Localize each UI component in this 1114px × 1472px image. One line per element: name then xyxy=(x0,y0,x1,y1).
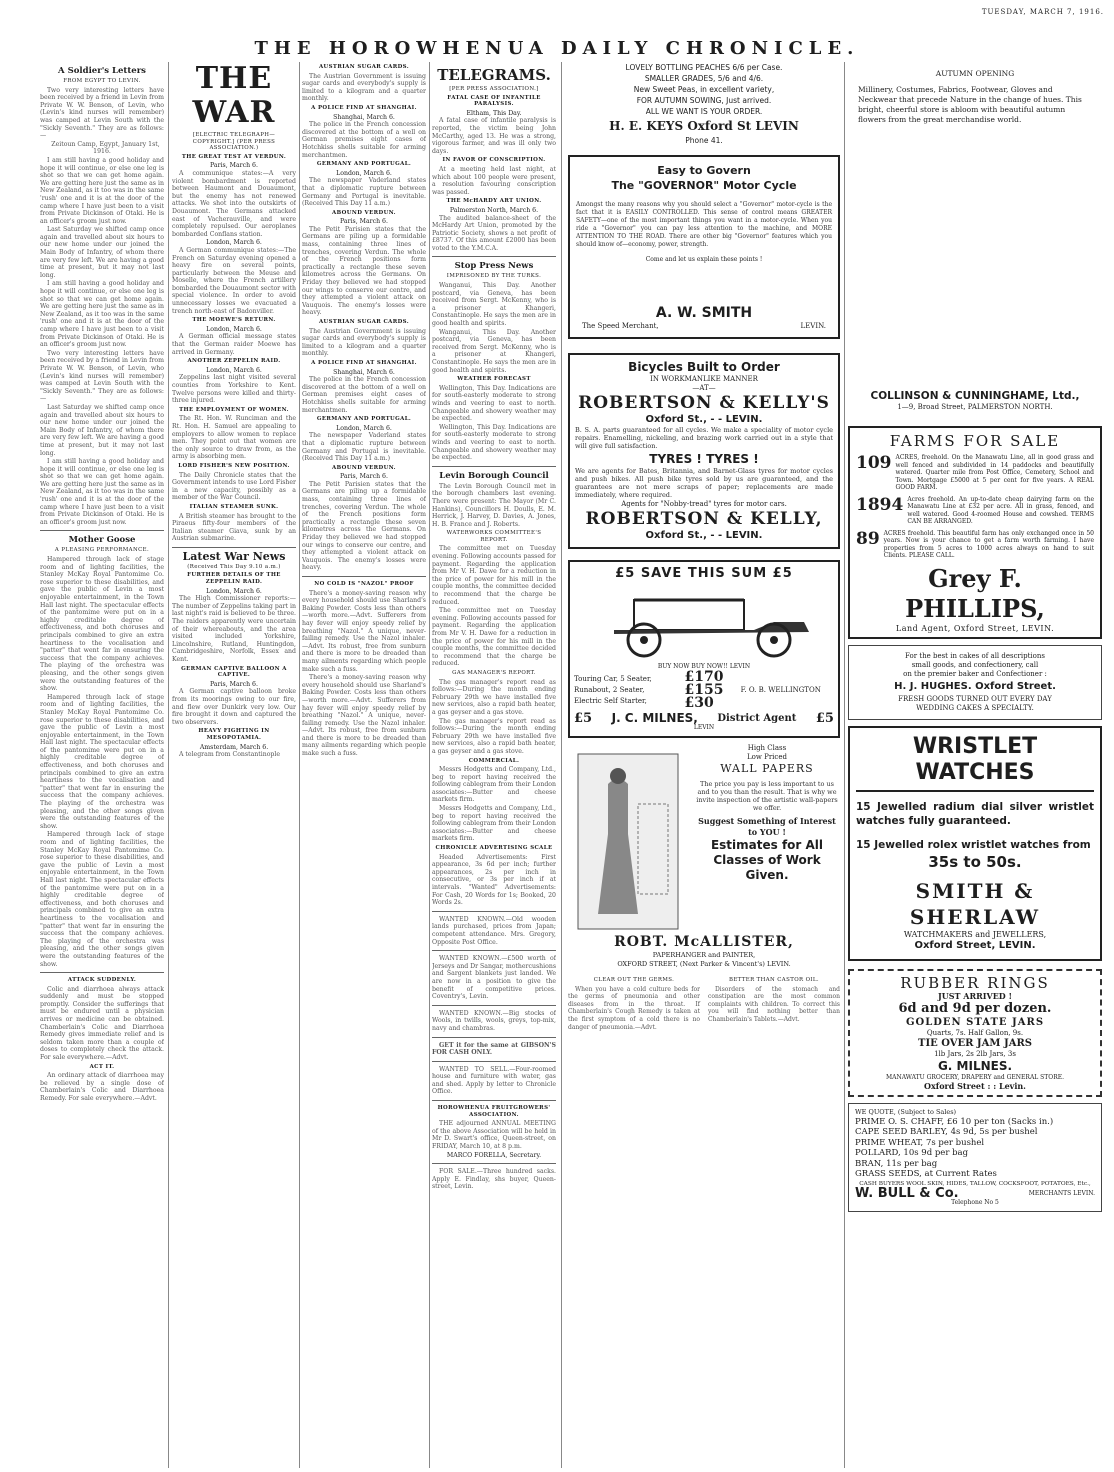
ad-line: SMALLER GRADES, 5/6 and 4/6. xyxy=(644,74,764,83)
article-subhead: GAS MANAGER'S REPORT. xyxy=(452,669,536,676)
phillips-name: Grey F. PHILLIPS, xyxy=(905,563,1045,623)
article-paragraph: Wanganui, This Day. Another postcard, via Geneva, has been received from Sergt. McKenny, who is a prisoner at Khangeri, Constantinople. He says the men are in good health and spirits. xyxy=(432,328,556,374)
acreage: 1894 xyxy=(856,494,904,515)
article-paragraph: The police in the French concession discovered at the bottom of a well on German premises eight cases of Hotchkiss shells suitable for arming merchantmen. xyxy=(302,121,426,159)
ad-line: GOLDEN STATE JARS xyxy=(905,1016,1045,1028)
article-subhead: FROM EGYPT TO LEVIN. xyxy=(63,78,141,84)
article-paragraph: The newspaper Vaderland states that a diplomatic rupture between Germany and Portugal is inevitable. (Received This Day 11 a.m.) xyxy=(302,177,426,208)
stop-press-heading: Stop Press News xyxy=(454,261,534,272)
dateline: Palmerston North, March 6. xyxy=(449,206,539,214)
column-1 xyxy=(40,62,164,1468)
ad-line: Agents for "Nobby-tread" tyres for motor cars. xyxy=(621,500,787,508)
dateline: London, March 6. xyxy=(206,366,262,374)
classified: GET it for the same at GIBSON'S FOR CASH ONLY. xyxy=(432,1041,556,1057)
motor-car-illustration xyxy=(574,582,834,662)
ad-line: District Agent xyxy=(717,713,797,724)
ad-line: TIE OVER JAM JARS xyxy=(918,1037,1032,1049)
ad-headline: RUBBER RINGS xyxy=(900,973,1050,992)
article-paragraph: Messrs Hodgetts and Company, Ltd., beg to report having received the following cablegram from their London associates:—Butter and cheese markets firm. xyxy=(432,766,556,804)
car-model: Runabout, 2 Seater, xyxy=(574,686,645,694)
article-paragraph: The newspaper Vaderland states that a diplomatic rupture between Germany and Portugal is inevitable. (Received This Day 11 a.m.) xyxy=(302,432,426,463)
ad-line: CASH BUYERS WOOL SKIN, HIDES, TALLOW, COCKSFOOT, POTATOES, Etc., xyxy=(859,1180,1091,1187)
dateline: London, March 6. xyxy=(336,169,392,177)
section-headline: ANOTHER ZEPPELIN RAID. xyxy=(187,358,281,365)
ad-headline: Estimates for All Classes of Work Given. xyxy=(710,838,824,882)
farms-heading: FARMS FOR SALE xyxy=(889,432,1061,450)
issue-date: TUESDAY, MARCH 7, 1916. xyxy=(981,8,1104,16)
article-paragraph: Last Saturday we shifted camp once again and travelled about six hours to our new home under our joined the Main Body of Infantry, of whom there are very few left. We are having a good time at present, but it may not last long. xyxy=(40,403,164,457)
article-paragraph: A British steamer has brought to the Piraeus fifty-four members of the Italian steamer Giava, sunk by an Austrian submarine. xyxy=(172,512,296,543)
ad-line: The Speed Merchant, xyxy=(582,322,659,330)
telegrams-sub: [PER PRESS ASSOCIATION.] xyxy=(449,86,539,92)
article-paragraph: Wanganui, This Day. Another postcard, via Geneva, has been received from Sergt. McKenny, who is a prisoner at Khangeri, Constantinople. He says the men are in good health and spirits. xyxy=(432,282,556,328)
smith-name: A. W. SMITH xyxy=(655,305,753,321)
section-headline: GERMANY AND PORTUGAL. xyxy=(316,416,412,423)
keys-name: H. E. KEYS Oxford St LEVIN xyxy=(609,119,799,133)
car-model: Touring Car, 5 Seater, xyxy=(574,675,652,683)
autumn-heading: AUTUMN OPENING xyxy=(935,69,1015,78)
article-paragraph: A communique states:—A very violent bombardment is reported between Haumont and Douaumont, but the enemy has not renewed attacks. We shot into the outskirts of Douaumont. The Germans attacked east of Vacherauville, and were completely repulsed. Our aeroplanes bombarded Conflans station. xyxy=(172,169,296,238)
ad-line: High Class xyxy=(747,744,787,752)
section-headline: THE EMPLOYMENT OF WOMEN. xyxy=(179,406,289,413)
article-paragraph: I am still having a good holiday and hope it will continue, or else one leg is shot so that we can get home again. We are getting here just the same as in New Zealand, as it too was in the same 'rush' one and it is at the door of the camp where I have just been to a visit from Private Dickinson of Otaki. He is an officer's groom just now. xyxy=(40,280,164,349)
section-headline: THE MOEWE'S RETURN. xyxy=(192,317,276,324)
article-paragraph: A telegram from Constantinople xyxy=(179,751,281,759)
car-model: Electric Self Starter, xyxy=(574,697,647,705)
ad-headline: Easy to Govern xyxy=(657,164,751,177)
article-paragraph: Colic and diarrhoea always attack suddenly and must be stopped promptly. Consider the sufferings that must be endured until a physician arrives or medicine can be obtained. Chamberlain's Colic and Diarrhoea Remedy gives immediate relief and is seldom taken more than a couple of doses to completely check the attack. For sale everywhere.—Advt. xyxy=(40,985,164,1062)
ad-line: Quarts, 7s. Half Gallon, 9s. xyxy=(926,1028,1024,1037)
newspaper-title: THE HOROWHENUA DAILY CHRONICLE. xyxy=(254,38,860,59)
article-headline: CLEAR OUT THE GERMS. xyxy=(593,977,675,983)
acreage: 109 xyxy=(856,453,892,473)
dateline: Paris, March 6. xyxy=(340,473,388,481)
dateline: Eltham, This Day. xyxy=(466,109,522,117)
article-paragraph: Two very interesting letters have been received by a friend in Levin from Private W. W. Benson, of Levin, who (Levin's kind nurses will remember) was camped at Levin South with the "Sickly Seventh." They are as follows:— xyxy=(40,349,164,403)
dateline: London, March 6. xyxy=(206,325,262,333)
peaches-ad xyxy=(568,62,840,146)
ad-line: BUY NOW BUY NOW!! LEVIN xyxy=(657,663,751,670)
ad-line: Telephone No 5 xyxy=(951,1198,999,1206)
ad-text: There's a money-saving reason why every household should use Sharland's Baking Powder. Costs less than others—worth more.—Advt. Sufferers from hay fever will enjoy speedy relief by breathing "Nazol." A unique, never-failing remedy. Use the Nazol inhaler.—Advt. Its robust, free from sunburn and there is more to be dreaded than many ailments regarding which people make such a fuss. xyxy=(302,674,426,758)
commercial-heading: COMMERCIAL. xyxy=(468,757,520,764)
farm-listing: Acres freehold. An up-to-date cheap dairying farm on the Manawatu Line at £32 per acre. All in grass, fenced, and well watered. Good 4-roomed House and cowshed. TERMS CAN BE ARRANGED. xyxy=(907,495,1094,525)
quote-line: CAPE SEED BARLEY, 4s 9d, 5s per bushel xyxy=(855,1127,1038,1137)
section-headline: THE GREAT TEST AT VERDUN. xyxy=(181,153,287,160)
bull-name: W. BULL & Co. xyxy=(855,1185,959,1201)
article-paragraph: The Austrian Government is issuing sugar cards and everybody's supply is limited to a kilogram and a quarter monthly. xyxy=(302,72,426,103)
article-paragraph: Disorders of the stomach and constipation are the most common complaints with children. To correct this you will find nothing better than Chamberlain's Tablets.—Advt. xyxy=(708,985,840,1023)
article-paragraph: The Levin Borough Council met in the borough chambers last evening. There were present: The Mayor (Mr C. Hankins), Councillors H. Doulls, E. M. Herrick, J. Harvey, D. Davies, A. Jones, H. B. France and J. Roberts. xyxy=(432,482,556,528)
quote-line: POLLARD, 10s 9d per bag xyxy=(855,1148,969,1158)
dateline: London, March 6. xyxy=(206,239,262,247)
notice: THE adjourned ANNUAL MEETING of the above Association will be held in Mr D. Swart's office, Queen-street, on FRIDAY, March 10, at 8 p.m. xyxy=(432,1120,556,1151)
ad-line: small goods, and confectionery, call xyxy=(911,660,1039,669)
milnes-grocery-ad xyxy=(848,969,1102,1097)
article-subhead: WATERWORKS COMMITTEE'S REPORT. xyxy=(446,530,542,543)
ad-headline: NO COLD IS "NAZOL" PROOF xyxy=(314,581,414,587)
article-paragraph: Wellington, This Day. Indications are for south-easterly moderate to strong winds and veering to east to north. Changeable and showery weather may be expected. xyxy=(432,384,556,423)
article-paragraph: The police in the French concession discovered at the bottom of a well on German premises eight cases of Hotchkiss shells suitable for arming merchantmen. xyxy=(302,376,426,414)
article-headline: ATTACK SUDDENLY. xyxy=(67,977,137,984)
ad-line: OXFORD STREET, (Next Parker & Vincent's) LEVIN. xyxy=(617,960,791,968)
dateline: Paris, March 6. xyxy=(210,162,258,170)
telegrams-heading: TELEGRAMS. xyxy=(437,66,551,84)
ad-address: Oxford St., - - LEVIN. xyxy=(645,530,763,541)
article-paragraph: Hampered through lack of stage room and of lighting facilities, the Stanley McKay Royal Pantomime Co. rose superior to these disabilities, and gave the public of Levin a most enjoyable entertainment, in the Town Hall last night. The spectacular effects of the pantomime were put on in a highly creditable degree of effectiveness, and both choruses and principals combined to give an extra heartiness to the vocalisation and "patter" that went far in ensuring the success that the company achieves. The playing of the orchestra was pleasing, and the other songs given were the outstanding features of the show. xyxy=(40,556,164,693)
ad-line: 6d and 9d per dozen. xyxy=(898,1000,1052,1016)
classified: WANTED TO SELL.—Four-roomed house and furniture with water, gas and shed. Apply by letter to Chronicle Office. xyxy=(432,1065,556,1096)
article-paragraph: The audited balance-sheet of the McHardy Art Union, promoted by the Patriotic Society, shows a net profit of £8737. Of this amount £2000 has been voted to the Y.M.C.A. xyxy=(432,214,556,252)
section-headline: FATAL CASE OF INFANTILE PARALYSIS. xyxy=(447,94,541,108)
article-paragraph: Headed Advertisements: First appearance, 3s 6d per inch; further appearances, 2s per inch in consecutive, or 3s per inch if at intervals. "Wanted" Advertisements: For Cash, 20 Words for 1s; Booked, 20 Words 2s. xyxy=(432,853,556,907)
price-range: 35s to 50s. xyxy=(928,852,1022,871)
advertising-scale: CHRONICLE ADVERTISING SCALE xyxy=(435,845,553,852)
section-headline: IN FAVOR OF CONSCRIPTION. xyxy=(442,157,546,164)
column-4 xyxy=(432,62,556,1468)
ad-line: ALL WE WANT IS YOUR ORDER. xyxy=(645,107,763,116)
ad-line: WATCHMAKERS and JEWELLERS, xyxy=(903,929,1047,939)
ad-line: £5 xyxy=(815,711,834,726)
article-paragraph: The Austrian Government is issuing sugar cards and everybody's supply is limited to a kilogram and a quarter monthly. xyxy=(302,327,426,358)
article-subhead: A PLEASING PERFORMANCE. xyxy=(54,547,150,554)
section-headline: LORD FISHER'S NEW POSITION. xyxy=(178,462,290,469)
smith-sherlaw-name: SMITH & SHERLAW xyxy=(909,878,1041,929)
ad-line: New Sweet Peas, in excellent variety, xyxy=(633,85,775,94)
article-paragraph: The Rt. Hon. W. Runciman and the Rt. Hon. H. Samuel are appealing to employers to allow women to replace men. They point out that women are the only source to draw from, as the army is absorbing men. xyxy=(172,415,296,461)
article-headline: Mother Goose xyxy=(68,535,136,546)
article-paragraph: A German communique states:—The French on Saturday evening opened a heavy fire on several points, particularly between the Meuse and Moselle, where the French artillery bombarded the Douaumont sector with special violence. In order to avoid unnecessary losses we evacuated a trench north-east of Badonviller. xyxy=(172,246,296,315)
ad-line: WE QUOTE, (Subject to Sales) xyxy=(855,1107,957,1116)
quote-line: PRIME O. S. CHAFF, £6 10 per ton (Sacks in.) xyxy=(855,1116,1054,1127)
farm-listing: ACRES freehold. This beautiful farm has only exchanged once in 50 years. Now is your chance to get a farm worth farming. I have properties from 5 acres to 1000 acres always on hand to suit Clients. PLEASE CALL. xyxy=(883,529,1094,559)
section-headline: THE McHARDY ART UNION. xyxy=(446,198,542,205)
article-headline: A Soldier's Letters xyxy=(58,66,146,76)
ad-text: The price you pay is less important to us and to you than the result. That is why we invite inspection of the artistic wall-papers we offer. xyxy=(696,780,838,812)
ad-line: on the premier baker and Confectioner : xyxy=(903,669,1047,678)
section-headline: FURTHER DETAILS OF THE ZEPPELIN RAID. xyxy=(187,572,281,586)
classified: WANTED KNOWN.—Big stocks of Wools, in twills, wools, greys, top-mix, navy and chambras. xyxy=(432,1009,556,1032)
car-price: £155 xyxy=(684,682,724,698)
robertson-kelly-ad xyxy=(568,353,840,549)
ad-text: B. S. A. parts guaranteed for all cycles. We make a speciality of motor cycle repairs. Enamelling, nickeling, and brazing work carried out in a style that will give full satisfaction. xyxy=(575,426,833,450)
article-paragraph: I am still having a good holiday and hope it will continue, or else one leg is shot so that we can get home again. We are getting here just the same as in New Zealand, as it too was in the same 'rush' one and it is at the door of the camp where I have just been to a visit from Private Dickinson of Otaki. He is an officer's groom just now. xyxy=(40,458,164,526)
section-headline: ABOUND VERDUN. xyxy=(332,209,396,216)
article-paragraph: The Daily Chronicle states that the Government intends to use Lord Fisher in a new capacity, possibly as a member of the War Council. xyxy=(172,471,296,502)
ad-address: Oxford St., - - LEVIN. xyxy=(645,414,763,425)
article-paragraph: The committee met on Tuesday evening. Following accounts passed for payment. Regarding the application from Mr V. H. Dawe for a reduction in the price of power for his mill in the couple months, the committee decided to recommend that the charge be reduced. xyxy=(432,607,556,668)
section-headline: HEAVY FIGHTING IN MESOPOTAMIA. xyxy=(198,728,270,741)
ad-line: MANAWATU GROCERY, DRAPERY and GENERAL STORE. xyxy=(885,1073,1065,1081)
ad-line: WEDDING CAKES A SPECIALTY. xyxy=(916,703,1034,712)
wristlet-ad xyxy=(848,726,1102,961)
ad-text: Amongst the many reasons why you should select a "Governor" motor-cycle is the fact that it is EASILY CONTROLLED. This sense of control means GREATER SAFETY—one of the most important things you want in a motor-cycle. When you ride a "Governor" you can pay less attention to the machine, and MORE ATTENTION TO THE ROAD. There are other big "Governor" features which you should know of—economy, power, strength. xyxy=(576,201,832,248)
ad-line: JUST ARRIVED ! xyxy=(937,990,1013,1001)
ad-line: Oxford Street : : Levin. xyxy=(924,1080,1026,1091)
ad-line: LOVELY BOTTLING PEACHES 6/6 per Case. xyxy=(625,63,783,72)
ad-line: LEVIN. xyxy=(800,322,826,330)
section-headline: AUSTRIAN SUGAR CARDS. xyxy=(318,64,410,70)
ad-line: £5 xyxy=(574,711,593,726)
bull-ad xyxy=(848,1103,1102,1212)
ad-line: F. O. B. WELLINGTON xyxy=(740,686,821,694)
robertson-kelly-name: ROBERTSON & KELLY, xyxy=(585,509,823,529)
milnes-name: J. C. MILNES, xyxy=(611,711,698,725)
column-2 xyxy=(172,62,296,1468)
ad-line: PAPERHANGER and PAINTER, xyxy=(652,951,756,959)
classified: FOR SALE.—Three hundred sacks. Apply E. Findlay, shs buyer, Queen-street, Levin. xyxy=(432,1168,556,1191)
stop-press-sub: IMPRISONED BY THE TURKS. xyxy=(446,273,542,280)
ad-line: LEVIN xyxy=(693,724,715,731)
ad-text: We are agents for Bates, Britannia, and Barnet-Glass tyres for motor cycles and push bikes. All push bike tyres sold by us are guaranteed, and the guarantees are not mere scraps of paper; replacements are made immediately, where required. xyxy=(575,467,833,499)
article-paragraph: An ordinary attack of diarrhoea may be relieved by a single dose of Chamberlain's Colic and Diarrhoea Remedy. For sale everywhere.—Advt. xyxy=(40,1072,164,1102)
article-paragraph: A German captive balloon broke from its moorings owing to our fire, and flew over Dunkirk very low. Our fire brought it down and captured the two observers. xyxy=(172,688,296,726)
collinson-name: COLLINSON & CUNNINGHAME, Ltd., xyxy=(870,390,1080,402)
dateline: London, March 6. xyxy=(206,587,262,595)
collinson-ad xyxy=(848,69,1102,412)
autumn-text: Millinery, Costumes, Fabrics, Footwear, Gloves and Neckwear that precede Nature in the change of hues. This bright, cheerful store is abloom with beautiful autumn flowers from the great merchandise world. xyxy=(858,85,1082,124)
ad-text: There's a money-saving reason why every household should use Sharland's Baking Powder. Costs less than others—worth more.—Advt. Sufferers from hay fever will enjoy speedy relief by breathing "Nazol." A unique, never-failing remedy. Use the Nazol inhaler.—Advt. Its robust, free from sunburn and there is more to be dreaded than many ailments regarding which people make such a fuss. xyxy=(302,589,426,673)
section-headline: AUSTRIAN SUGAR CARDS. xyxy=(318,319,410,325)
robertson-kelly-name: ROBERTSON & KELLY'S xyxy=(578,393,830,413)
dateline: Zeitoun Camp, Egypt, January 1st, 1916. xyxy=(51,140,160,156)
section-headline: ABOUND VERDUN. xyxy=(332,464,396,471)
article-paragraph: The gas manager's report read as follows:—During the month ending February 29th we have installed five new services, also a rapid bath heater, a gas geyser and a gas stove. xyxy=(432,717,556,755)
mcallister-name: ROBT. McALLISTER, xyxy=(614,934,794,950)
article-paragraph: The High Commissioner reports:—The number of Zeppelins taking part in last night's raid is believed to be three. The raiders apparently were uncertain of their whereabouts, and the area visited included Yorkshire, Lincolnshire, Rutland, Huntingdon, Cambridgeshire, Norfolk, Essex and Kent. xyxy=(172,595,296,663)
dateline: Amsterdam, March 6. xyxy=(199,743,269,751)
wristlet-heading: WRISTLET WATCHES xyxy=(856,734,1094,792)
ad-line: Suggest Something of Interest to YOU ! xyxy=(698,816,836,837)
article-paragraph: I am still having a good holiday and hope it will continue, or else one leg is shot so that we can get home again. We are getting here just the same as in New Zealand, as it too was in the same 'rush' one and it is at the door of the camp where I have just been to a visit from Private Dickinson of Otaki. He is an officer's groom just now. xyxy=(40,156,164,225)
dateline: Shanghai, March 6. xyxy=(333,368,395,376)
classified: WANTED KNOWN.—£500 worth of Jerseys and Dr Sangar, mothercushions and Sargent blankets just landed. We are now in a position to give the benefit of competitive prices. Coventry's, Levin. xyxy=(432,955,556,1001)
article-paragraph: The gas manager's report read as follows:—During the month ending February 29th we have installed five new services, also a rapid bath heater, a gas geyser and a gas stove. xyxy=(432,678,556,716)
collinson-address: 1—9, Broad Street, PALMERSTON NORTH. xyxy=(897,403,1053,411)
article-paragraph: Messrs Hodgetts and Company, Ltd., beg to report having received the following cablegram from their London associates:—Butter and cheese markets firm. xyxy=(432,805,556,843)
section-headline: GERMANY AND PORTUGAL. xyxy=(316,161,412,168)
war-banner-sub: [ELECTRIC TELEGRAPH—COPYRIGHT.] (PER PRESS ASSOCIATION.) xyxy=(192,132,276,152)
latest-war-news: Latest War News xyxy=(182,549,286,563)
phillips-address: Land Agent, Oxford Street, LEVIN. xyxy=(895,623,1055,633)
article-paragraph: Hampered through lack of stage room and of lighting facilities, the Stanley McKay Royal Pantomime Co. rose superior to these disabilities, and gave the public of Levin a most enjoyable entertainment, in the Town Hall last night. The spectacular effects of the pantomime were put on in a highly creditable degree of effectiveness, and both choruses and principals combined to give an extra heartiness to the vocalisation and "patter" that went far in ensuring the success that the company achieves. The playing of the orchestra was pleasing, and the other songs given were the outstanding features of the show. xyxy=(40,693,164,830)
received-time: (Received This Day 9.10 a.m.) xyxy=(187,563,281,570)
secretary: MARCO FORELLA, Secretary. xyxy=(446,1151,542,1159)
ad-line: IN WORKMANLIKE MANNER xyxy=(650,375,758,383)
column-3 xyxy=(302,62,426,1468)
acreage: 89 xyxy=(856,528,880,549)
classified: WANTED KNOWN.—Old wooden lands purchased, prices from Japan; competent attendance. Mrs. Gregory, Opposite Post Office. xyxy=(432,915,556,946)
farm-listing: ACRES, freehold. On the Manawatu Line, all in good grass and well fenced and subdivided in 14 paddocks and beautifully watered. Quarter mile from Post Office, Cemetery, School and Town. Mortgage £5000 at 5 per cent for five years. A REAL GOOD FARM. xyxy=(895,454,1094,491)
car-price: £30 xyxy=(684,695,714,711)
ad-line: For the best in cakes of all descriptions xyxy=(905,651,1045,660)
ad-headline: WALL PAPERS xyxy=(720,762,814,775)
ad-line: Low Priced xyxy=(747,753,787,761)
column-6 xyxy=(848,62,1102,1468)
governor-ad xyxy=(568,155,840,339)
ad-line: —AT— xyxy=(692,384,716,392)
article-paragraph: A German official message states that the German raider Moewe has arrived in Germany. xyxy=(172,333,296,356)
article-paragraph: The Petit Parisien states that the Germans are piling up a formidable mass, containing three lines of trenches, covering Verdun. The whole of the French positions form practically a rectangle these seven kilometres across the Germans. On Friday they believed we had stopped our wings to conserve our centre, and they attempted a violent attack on Vauquois. The enemy's losses were heavy. xyxy=(302,225,426,317)
ad-text: 15 Jewelled rolex wristlet watches from xyxy=(856,838,1091,851)
article-paragraph: Wellington, This Day. Indications are for south-easterly moderate to strong winds and veering to east to north. Changeable and showery weather may be expected. xyxy=(432,423,556,462)
ad-line: FOR AUTUMN SOWING, Just arrived. xyxy=(636,96,772,105)
car-price: £170 xyxy=(684,669,724,685)
article-paragraph: Hampered through lack of stage room and of lighting facilities, the Stanley McKay Royal Pantomime Co. rose superior to these disabilities, and gave the public of Levin a most enjoyable entertainment, in the Town Hall last night. The spectacular effects of the pantomime were put on in a highly creditable degree of effectiveness, and both choruses and principals combined to give an extra heartiness to the vocalisation and "patter" that went far in ensuring the success that the company achieves. The playing of the orchestra was pleasing, and the other songs given were the outstanding features of the show. xyxy=(40,831,164,968)
ad-text: 15 Jewelled radium dial silver wristlet watches fully guaranteed. xyxy=(856,800,1094,827)
phone: Phone 41. xyxy=(685,136,723,145)
quote-line: GRASS SEEDS, at Current Rates xyxy=(855,1169,997,1179)
article-paragraph: At a meeting held last night, at which about 100 people were present, a resolution favouring conscription was passed. xyxy=(432,165,556,196)
farms-ad xyxy=(848,426,1102,639)
ad-line: FRESH GOODS TURNED OUT EVERY DAY xyxy=(898,694,1052,703)
dateline: Paris, March 6. xyxy=(210,680,258,688)
dateline: London, March 6. xyxy=(336,424,392,432)
quote-line: BRAN, 11s per bag xyxy=(855,1158,938,1169)
section-headline: GERMAN CAPTIVE BALLOON A CAPTIVE. xyxy=(181,665,287,679)
milnes-car-ad xyxy=(568,560,840,738)
article-paragraph: Two very interesting letters have been received by a friend in Levin from Private W. W. Benson, of Levin, who (Levin's kind nurses will remember) was camped at Levin South with the "Sickly Seventh." They are as follows:— xyxy=(40,86,164,140)
hughes-ad xyxy=(848,645,1102,720)
article-headline: ACT IT. xyxy=(89,1063,115,1070)
article-paragraph: The Petit Parisien states that the Germans are piling up a formidable mass, containing three lines of trenches, covering Verdun. The whole of the French positions form practically a rectangle these seven kilometres across the Germans. On Friday they believed we had stopped our wings to conserve our centre, and they attempted a violent attack on Vauquois. The enemy's losses were heavy. xyxy=(302,480,426,572)
ad-headline: The "GOVERNOR" Motor Cycle xyxy=(611,179,797,192)
section-headline: A POLICE FIND AT SHANGHAI. xyxy=(311,359,417,366)
wallpaper-illustration xyxy=(568,744,688,934)
war-banner: THE WAR xyxy=(192,62,276,130)
dateline: Paris, March 6. xyxy=(340,218,388,226)
hughes-name: H. J. HUGHES. Oxford Street. xyxy=(894,680,1056,692)
article-paragraph: When you have a cold culture beds for the germs of pneumonia and other diseases from in the throat. If Chamberlain's Cough Remedy is taken at the first symptom of a cold there is no danger of pneumonia.—Advt. xyxy=(568,985,700,1031)
milnes-grocery-name: G. MILNES. xyxy=(937,1058,1013,1073)
section-headline: A POLICE FIND AT SHANGHAI. xyxy=(311,104,417,111)
ad-line: 1lb Jars, 2s 2lb Jars, 3s xyxy=(934,1049,1016,1058)
article-paragraph: Last Saturday we shifted camp once again and travelled about six hours to our new home under our joined the Main Body of Infantry, of whom there are very few left. We are having a good time at present, but it may not last long. xyxy=(40,226,164,279)
article-headline: BETTER THAN CASTOR OIL. xyxy=(728,977,820,983)
ad-address: Oxford Street, LEVIN. xyxy=(914,939,1036,951)
quote-line: PRIME WHEAT, 7s per bushel xyxy=(855,1137,985,1148)
ad-headline: TYRES ! TYRES ! xyxy=(649,452,759,466)
ad-line: MERCHANTS LEVIN. xyxy=(1028,1189,1095,1197)
ad-callout: Come and let us explain these points ! xyxy=(645,256,763,263)
section-headline: ITALIAN STEAMER SUNK. xyxy=(189,503,279,510)
column-5 xyxy=(568,62,840,1468)
article-paragraph: A fatal case of infantile paralysis is reported, the victim being John McCarthy, aged 13. He was a strong, vigorous farmer, and was ill only two days. xyxy=(432,117,556,155)
article-paragraph: The committee met on Tuesday evening. Following accounts passed for payment. Regarding the application from Mr V. H. Dawe for a reduction in the price of power for his mill in the couple months, the committee decided to recommend that the charge be reduced. xyxy=(432,545,556,606)
masthead xyxy=(0,4,1114,58)
article-paragraph: Zeppelins last night visited several counties from Yorkshire to Kent. Twelve persons were killed and thirty-three injured. xyxy=(172,374,296,405)
levin-council-heading: Levin Borough Council xyxy=(439,470,549,481)
ad-headline: £5 SAVE THIS SUM £5 xyxy=(615,566,793,581)
weather-heading: WEATHER FORECAST xyxy=(457,376,531,383)
ad-headline: Bicycles Built to Order xyxy=(628,360,780,374)
fruitgrowers-heading: HOROWHENUA FRUITGROWERS' ASSOCIATION. xyxy=(437,1105,551,1118)
dateline: Shanghai, March 6. xyxy=(333,113,395,121)
